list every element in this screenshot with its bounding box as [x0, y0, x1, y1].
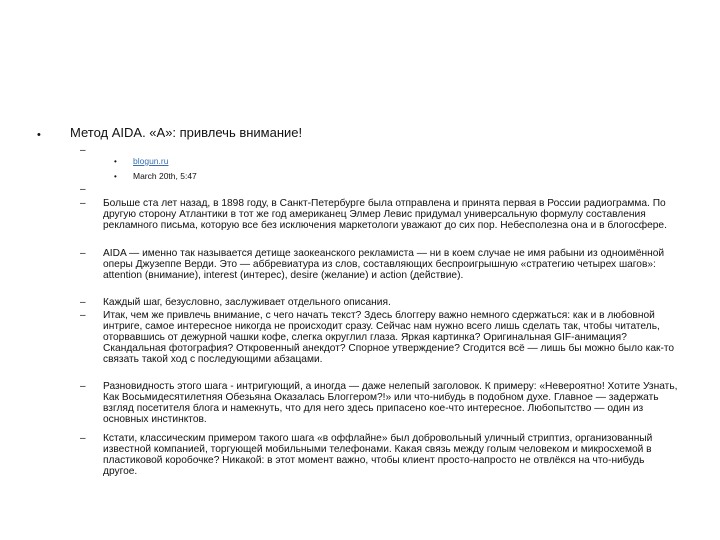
paragraph-offline-example: Кстати, классическим примером такого шага «в оффлайне» был добровольный уличный стриптиз, организованный известной компанией, торгующей мобильными телефонами. Какая связь между голым человеком и микросхемой в пластиковой коробочке? Никакой: в этот момент важно, чтобы клиент просто-напросто не отвлёкся на что-нибудь другое. — [103, 433, 653, 477]
slide-title: Метод AIDA. «А»: привлечь внимание! — [70, 125, 303, 140]
dash-marker: – — [80, 433, 86, 444]
dash-marker: – — [80, 248, 86, 259]
sub-bullet: • — [114, 157, 117, 166]
sub-bullet: • — [114, 172, 117, 181]
dash-marker: – — [80, 310, 86, 321]
paragraph-history: Больше ста лет назад, в 1898 году, в Санкт-Петербурге была отправлена и принята первая в России радиограмма. По другую сторону Атлантики в тот же год американец Элмер Левис придумал универсальную формулу составления рекламного письма, которую все без исключения маркетологи уважают до сих пор. Небесполезна она и в блогосфере. — [103, 198, 667, 231]
dash-marker: – — [80, 184, 86, 195]
dash-marker: – — [80, 381, 86, 392]
dash-marker: – — [80, 145, 86, 156]
source-link[interactable]: blogun.ru — [133, 156, 169, 166]
post-date: March 20th, 5:47 — [133, 171, 197, 181]
dash-marker: – — [80, 297, 86, 308]
paragraph-attention: Итак, чем же привлечь внимание, с чего начать текст? Здесь блоггеру важно немного сдержаться: как и в любовной интриге, самое интересное никогда не происходит сразу. Сейчас нам нужно всего лишь сделать так, чтобы читатель, оторвавшись от дежурной чашки кофе, слегка округлил глаза. Яркая картинка? Оригинальная GIF-анимация? Скандальная фотография? Откровенный анекдот? Спорное утверждение? Сгодится всё — лишь бы можно было как-то связать такой ход с последующими абзацами. — [103, 310, 675, 365]
dash-marker: – — [80, 198, 86, 209]
paragraph-headline: Разновидность этого шага - интригующий, а иногда — даже нелепый заголовок. К примеру: «Невероятно! Хотите Узнать, Как Восьмидесятилетняя Обезьяна Оказалась Блоггером?!» или что-нибудь в подобном духе. Главное — задержать взгляд посетителя блога и намекнуть, что для него здесь припасено кое-что интересное. Любопытство — один из основных инстинктов. — [103, 381, 678, 425]
paragraph-aida-definition: AIDA — именно так называется детище заокеанского рекламиста — ни в коем случае не имя рабыни из одноимённой оперы Джузеппе Верди. Это — аббревиатура из слов, составляющих беспроигрышную «стратегию четырех шагов»: attention (внимание), interest (интерес), desire (желание) и action (действие). — [103, 248, 665, 281]
paragraph-each-step: Каждый шаг, безусловно, заслуживает отдельного описания. — [103, 297, 391, 308]
level1-bullet: • — [37, 129, 41, 141]
